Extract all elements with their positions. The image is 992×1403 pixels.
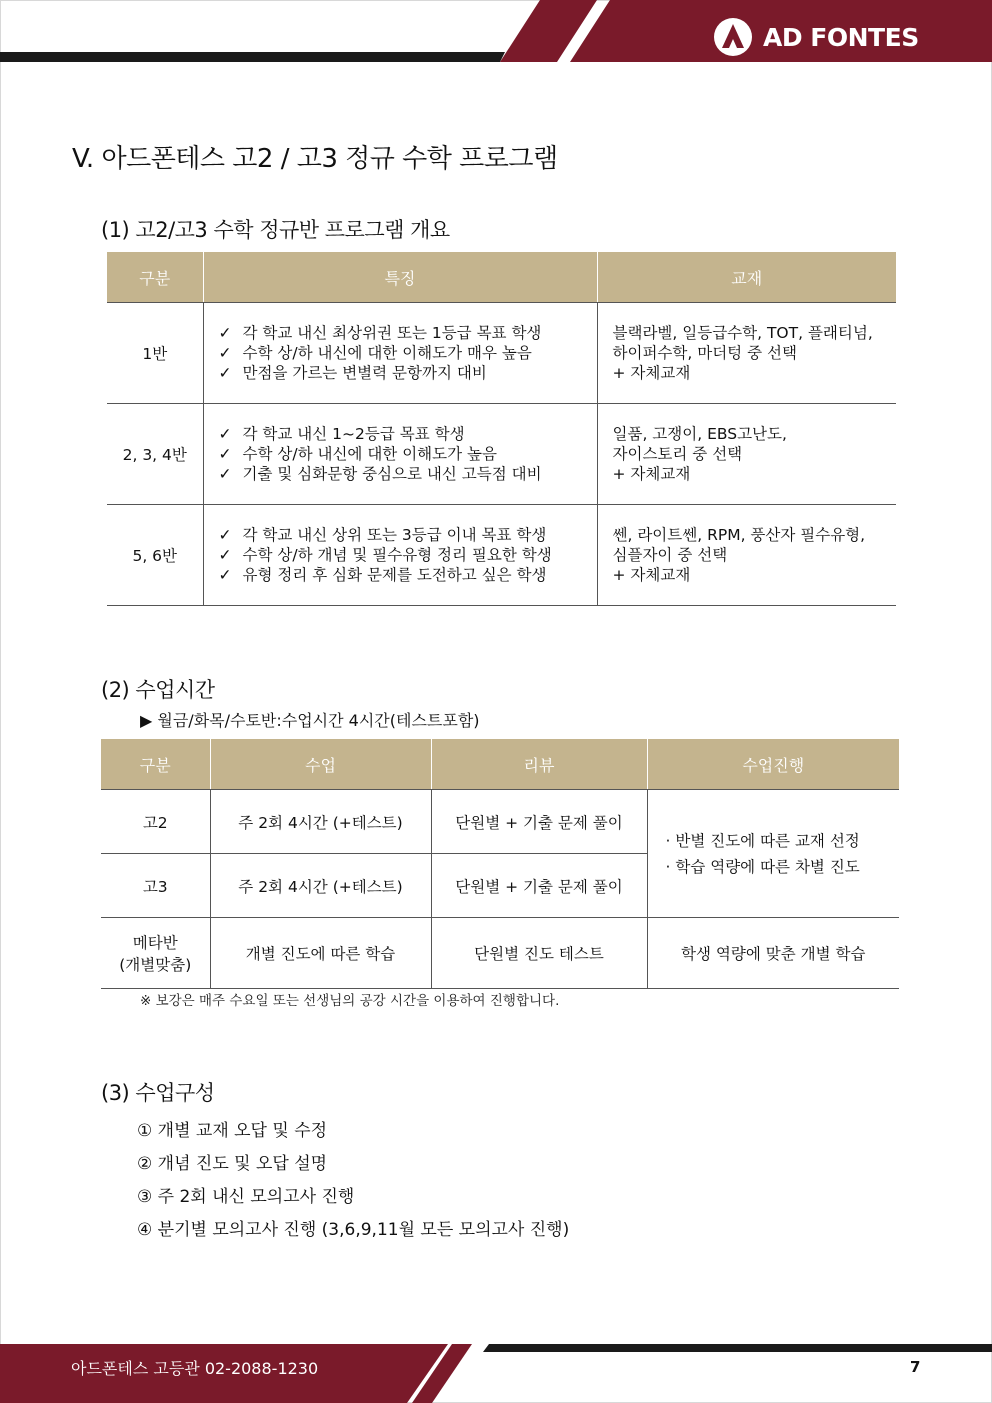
progress-cell: 학생 역량에 맞춘 개별 학습 <box>647 918 899 989</box>
feature-item: ✓ 각 학교 내신 상위 또는 3등급 이내 목표 학생 <box>219 525 596 545</box>
list-item: ④ 분기별 모의고사 진행 (3,6,9,11월 모든 모의고사 진행) <box>137 1220 570 1240</box>
review-cell: 단원별 진도 테스트 <box>431 918 647 989</box>
table-row <box>107 404 896 505</box>
feature-item: ✓ 수학 상/하 내신에 대한 이해도가 매우 높음 <box>219 343 596 363</box>
class-line: (개별맞춤) <box>119 956 192 974</box>
progress-line: · 반별 진도에 따른 교재 선정 <box>665 831 860 850</box>
features-cell <box>203 303 597 404</box>
features-cell <box>203 404 597 505</box>
book-line: + 자체교재 <box>612 566 691 584</box>
book-line: 쎈, 라이트쎈, RPM, 풍산자 필수유형, <box>612 526 866 544</box>
feature-item: ✓ 수학 상/하 개념 및 필수유형 정리 필요한 학생 <box>219 545 596 565</box>
section-2-title: (2) 수업시간 <box>101 678 215 702</box>
books-cell <box>597 505 896 606</box>
book-line: + 자체교재 <box>612 364 691 382</box>
schedule-note: ▶ 월금/화목/수토반:수업시간 4시간(테스트포함) <box>140 711 480 730</box>
books-cell <box>597 404 896 505</box>
feature-item: ✓ 각 학교 내신 1~2등급 목표 학생 <box>219 424 596 444</box>
feature-item: ✓ 유형 정리 후 심화 문제를 도전하고 싶은 학생 <box>219 565 596 585</box>
table-row <box>107 505 896 606</box>
feature-item: ✓ 만점을 가르는 변별력 문항까지 대비 <box>219 363 596 383</box>
header-cell: 수업진행 <box>647 739 899 790</box>
book-line: 자이스토리 중 선택 <box>612 445 743 463</box>
table-row <box>101 790 899 854</box>
section-1-title: (1) 고2/고3 수학 정규반 프로그램 개요 <box>101 218 450 242</box>
class-cell: 2, 3, 4반 <box>107 404 203 505</box>
review-cell: 단원별 + 기출 문제 풀이 <box>431 854 647 918</box>
page-title: V. 아드폰테스 고2 / 고3 정규 수학 프로그램 <box>72 144 558 174</box>
header-cell: 리뷰 <box>431 739 647 790</box>
list-item: ① 개별 교재 오답 및 수정 <box>137 1121 328 1141</box>
list-item: ② 개념 진도 및 오답 설명 <box>137 1154 328 1174</box>
footer-contact: 아드폰테스 고등관 02-2088-1230 <box>71 1359 319 1378</box>
steps-list <box>137 1115 569 1247</box>
footnote: ※ 보강은 매주 수요일 또는 선생님의 공강 시간을 이용하여 진행합니다. <box>140 993 560 1009</box>
book-line: 블랙라벨, 일등급수학, TOT, 플래티넘, <box>612 324 873 342</box>
class-cell: 고3 <box>101 854 210 918</box>
feature-item: ✓ 각 학교 내신 최상위권 또는 1등급 목표 학생 <box>219 323 596 343</box>
header-cell: 수업 <box>210 739 431 790</box>
class-cell <box>101 918 210 989</box>
review-cell: 단원별 + 기출 문제 풀이 <box>431 790 647 854</box>
header-cell: 교재 <box>597 252 896 303</box>
program-overview-table <box>107 252 896 606</box>
table-row <box>101 918 899 989</box>
header-cell: 구분 <box>107 252 203 303</box>
class-line: 메타반 <box>132 934 178 952</box>
header-cell: 구분 <box>101 739 210 790</box>
header-dark-stripe <box>0 52 505 62</box>
book-line: + 자체교재 <box>612 465 691 483</box>
header-cell: 특징 <box>203 252 597 303</box>
table-header-row <box>107 252 896 303</box>
progress-line: · 학습 역량에 따른 차별 진도 <box>665 857 860 876</box>
features-cell <box>203 505 597 606</box>
page-number: 7 <box>910 1358 921 1376</box>
class-time-table <box>101 739 899 989</box>
class-cell: 고2 <box>101 790 210 854</box>
books-cell <box>597 303 896 404</box>
feature-item: ✓ 기출 및 심화문항 중심으로 내신 고득점 대비 <box>219 464 596 484</box>
progress-cell <box>647 790 899 918</box>
logo-text: AD FONTES <box>763 22 919 52</box>
logo <box>713 17 919 57</box>
lesson-cell: 주 2회 4시간 (+테스트) <box>210 854 431 918</box>
lesson-cell: 개별 진도에 따른 학습 <box>210 918 431 989</box>
table-header-row <box>101 739 899 790</box>
ad-fontes-logo-icon <box>713 17 753 57</box>
list-item: ③ 주 2회 내신 모의고사 진행 <box>137 1187 355 1207</box>
book-line: 심플자이 중 선택 <box>612 546 728 564</box>
footer-dark-stripe <box>483 1344 992 1352</box>
section-3-title: (3) 수업구성 <box>101 1081 215 1105</box>
class-cell: 1반 <box>107 303 203 404</box>
lesson-cell: 주 2회 4시간 (+테스트) <box>210 790 431 854</box>
class-cell: 5, 6반 <box>107 505 203 606</box>
feature-item: ✓ 수학 상/하 내신에 대한 이해도가 높음 <box>219 444 596 464</box>
table-row <box>107 303 896 404</box>
book-line: 일품, 고쟁이, EBS고난도, <box>612 425 787 443</box>
book-line: 하이퍼수학, 마더텅 중 선택 <box>612 344 797 362</box>
